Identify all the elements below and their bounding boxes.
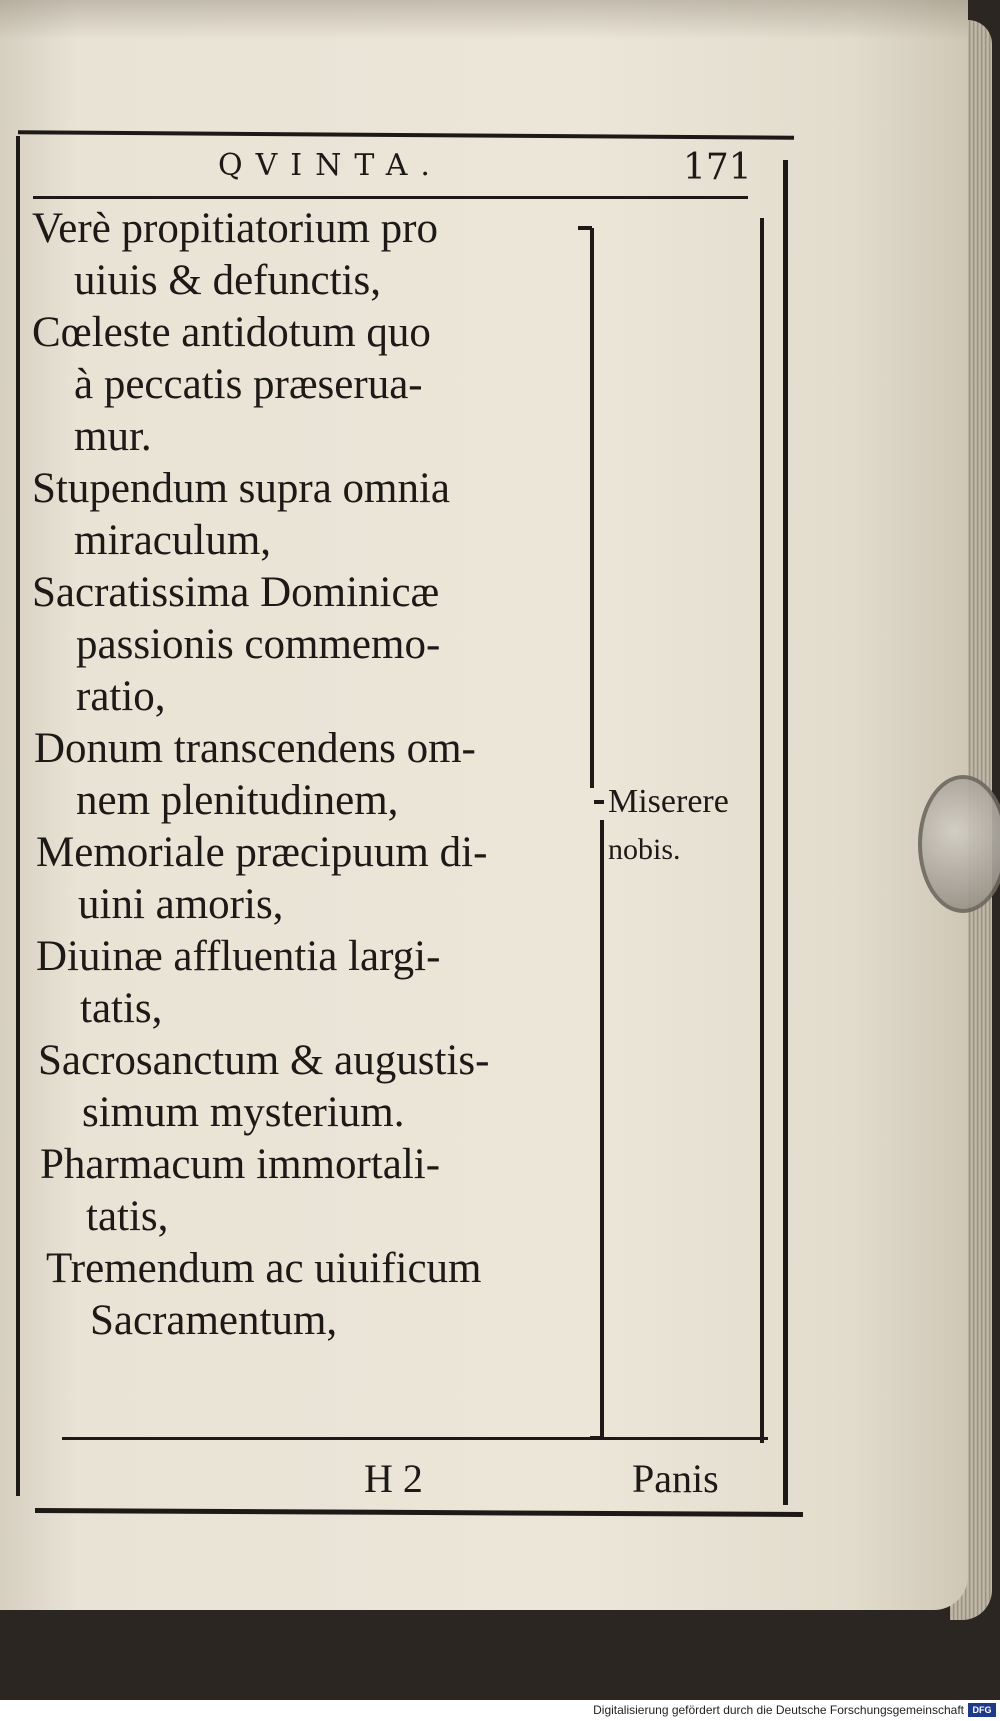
brace-middle-hook [594, 800, 604, 804]
entry-line: tatis, [80, 985, 163, 1032]
running-head: QVINTA. [218, 148, 443, 183]
entry-line: Diuinæ affluentia largi- [36, 933, 441, 980]
brace-upper [590, 228, 594, 788]
entry-line: nem plenitudinem, [76, 777, 399, 824]
left-border-rule [16, 136, 20, 1496]
entry-line: Sacratissima Dominicæ [32, 569, 440, 616]
entry-line: Cœleste antidotum quo [32, 309, 431, 356]
entry-line: Sacrosanctum & augustis- [38, 1037, 490, 1084]
header-rule [33, 196, 748, 199]
entry-line: Verè propitiatorium pro [32, 205, 439, 252]
dfg-logo: DFG [968, 1703, 996, 1717]
entry-line: passionis commemo- [76, 621, 441, 668]
entry-line: miraculum, [74, 517, 272, 564]
entry-line: Tremendum ac uiuificum [46, 1245, 482, 1292]
entry-line: tatis, [86, 1193, 169, 1240]
entry-line: ratio, [76, 673, 166, 720]
response-line-2: nobis. [608, 833, 681, 866]
entry-line: uiuis & defunctis, [74, 257, 381, 304]
response-line-1: Miserere [608, 783, 729, 820]
entry-line: Sacramentum, [90, 1297, 338, 1344]
entry-line: à peccatis præserua- [74, 361, 423, 408]
catchword: Panis [632, 1456, 719, 1501]
brace-lower [600, 820, 604, 1440]
entry-line: simum mysterium. [82, 1089, 405, 1136]
footer-rule [62, 1437, 768, 1440]
digitization-credit-bar [0, 1700, 1000, 1721]
credit-text: Digitalisierung gefördert durch die Deutsche Forschungsgemeinschaft [593, 1703, 964, 1717]
brace-bottom-hook [590, 1436, 604, 1440]
page-number: 171 [683, 147, 752, 188]
entry-line: Donum transcendens om- [34, 725, 476, 772]
entry-line: Memoriale præcipuum di- [36, 829, 488, 876]
right-outer-border-rule [783, 160, 788, 1505]
entry-line: mur. [74, 413, 152, 460]
entry-line: Stupendum supra omnia [32, 465, 451, 512]
entry-line: Pharmacum immortali- [40, 1141, 441, 1188]
metal-clasp-image [918, 775, 1000, 913]
brace-top-hook [578, 226, 592, 230]
page-shadow [0, 0, 968, 40]
entry-line: uini amoris, [78, 881, 284, 928]
signature-mark: H 2 [364, 1456, 423, 1501]
